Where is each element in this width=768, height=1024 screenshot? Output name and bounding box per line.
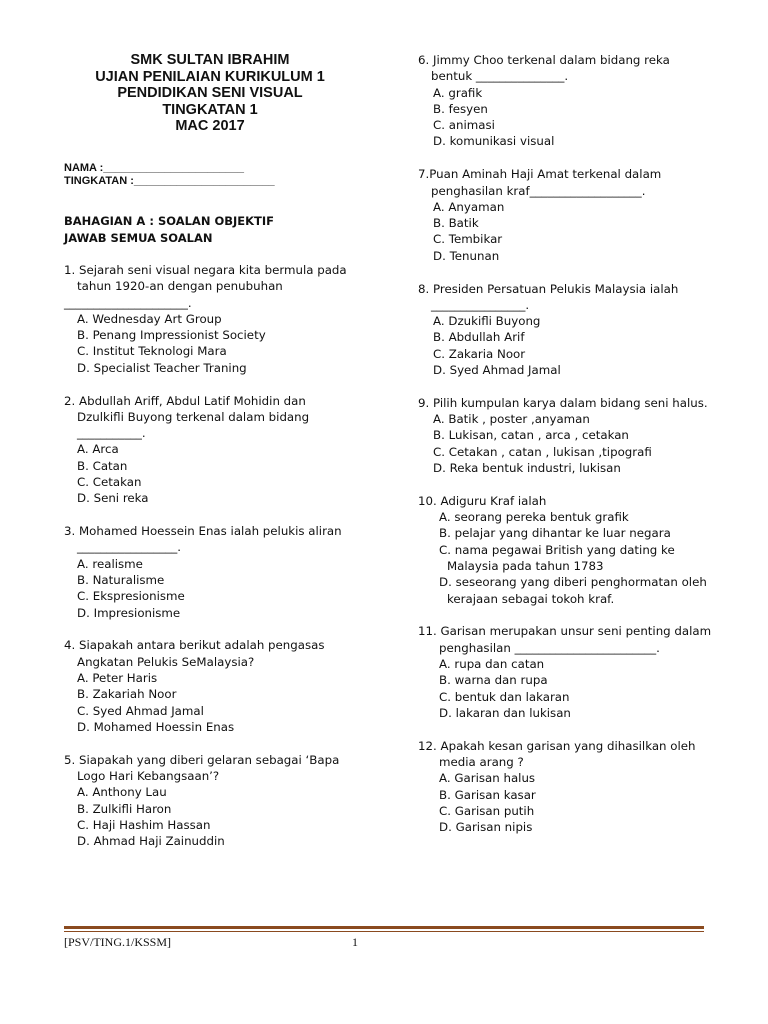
question-text: Logo Hari Kebangsaan’? [77, 769, 220, 784]
option-d: D. komunikasi visual [433, 134, 555, 149]
option-d: D. Garisan nipis [439, 820, 533, 835]
answer-blank: ________________. [431, 297, 530, 312]
option-b: B. fesyen [433, 101, 488, 116]
question-text: penghasilan ________________________. [439, 640, 660, 655]
option-c: C. Haji Hashim Hassan [77, 817, 211, 832]
footer-rule-thin [64, 931, 704, 932]
question-1 [64, 262, 364, 376]
option-b: B. Abdullah Arif [433, 330, 525, 345]
option-a: A. Wednesday Art Group [77, 311, 222, 326]
question-text: media arang ? [439, 754, 524, 769]
question-text: 5. Siapakah yang diberi gelaran sebagai ‘Bapa [64, 752, 340, 767]
option-a: A. Anthony Lau [77, 785, 167, 800]
question-text: 9. Pilih kumpulan karya dalam bidang seni halus. [418, 395, 708, 410]
option-c: C. nama pegawai British yang dating ke [439, 542, 675, 557]
option-d: D. Tenunan [433, 248, 500, 263]
question-text: 8. Presiden Persatuan Pelukis Malaysia ialah [418, 281, 679, 296]
option-c: C. Garisan putih [439, 803, 535, 818]
option-d: D. Impresionisme [77, 605, 181, 620]
question-text: bentuk _______________. [431, 69, 569, 84]
option-d: D. Syed Ahmad Jamal [433, 363, 561, 378]
question-5 [64, 752, 364, 850]
option-a: A. Peter Haris [77, 671, 158, 686]
option-b: B. Zakariah Noor [77, 687, 177, 702]
option-b: B. Naturalisme [77, 573, 165, 588]
footer-rule-thick [64, 926, 704, 929]
option-b: B. pelajar yang dihantar ke luar negara [439, 526, 671, 541]
page-number: 1 [352, 935, 358, 949]
exam-header [60, 52, 360, 135]
footer-code: [PSV/TING.1/KSSM] [64, 935, 172, 949]
option-a: A. realisme [77, 556, 143, 571]
question-text: tahun 1920-an dengan penubuhan [77, 279, 283, 294]
question-text: 12. Apakah kesan garisan yang dihasilkan oleh [418, 738, 696, 753]
option-a: A. seorang pereka bentuk grafik [439, 510, 629, 525]
option-b: B. Penang Impressionist Society [77, 328, 266, 343]
option-c: C. animasi [433, 118, 495, 133]
option-d-continued: kerajaan sebagai tokoh kraf. [447, 591, 615, 606]
option-a: A. Garisan halus [439, 771, 536, 786]
section-heading [64, 213, 274, 246]
exam-title: UJIAN PENILAIAN KURIKULUM 1 [95, 68, 325, 85]
option-d: D. Specialist Teacher Traning [77, 360, 247, 375]
option-c: C. Syed Ahmad Jamal [77, 703, 204, 718]
question-text: 6. Jimmy Choo terkenal dalam bidang reka [418, 53, 670, 67]
question-3 [64, 523, 364, 621]
answer-blank: _____________________. [64, 295, 192, 310]
question-4 [64, 637, 364, 735]
question-text: Dzulkifli Buyong terkenal dalam bidang [77, 409, 310, 424]
level-title: TINGKATAN 1 [162, 101, 258, 118]
question-11 [418, 623, 718, 721]
option-d: D. Seni reka [77, 491, 149, 506]
option-d: D. Ahmad Haji Zainuddin [77, 834, 225, 849]
question-text: 2. Abdullah Ariff, Abdul Latif Mohidin dan [64, 393, 306, 408]
option-a: A. grafik [433, 85, 483, 100]
option-c: C. Tembikar [433, 232, 503, 247]
answer-blank: _________________. [77, 540, 182, 555]
school-name: SMK SULTAN IBRAHIM [130, 52, 290, 68]
option-a: A. Arca [77, 442, 119, 457]
question-text: penghasilan kraf___________________. [431, 183, 646, 198]
question-text: 11. Garisan merupakan unsur seni penting dalam [418, 624, 712, 639]
question-12 [418, 738, 718, 836]
option-d: D. lakaran dan lukisan [439, 705, 571, 720]
section-title: BAHAGIAN A : SOALAN OBJEKTIF [64, 214, 275, 228]
answer-blank: ___________. [77, 426, 146, 441]
option-c: C. Zakaria Noor [433, 346, 526, 361]
question-2 [64, 393, 364, 507]
question-text: 3. Mohamed Hoessein Enas ialah pelukis aliran [64, 524, 342, 539]
question-8 [418, 281, 718, 379]
option-c: C. Cetakan , catan , lukisan ,tipografi [433, 444, 652, 459]
question-7 [418, 166, 718, 264]
option-b: B. Lukisan, catan , arca , cetakan [433, 428, 629, 443]
question-text: 10. Adiguru Kraf ialah [418, 493, 547, 508]
option-d: D. seseorang yang diberi penghormatan oleh [439, 575, 707, 590]
option-a: A. rupa dan catan [439, 657, 545, 671]
exam-date: MAC 2017 [175, 118, 245, 134]
subject-title: PENDIDIKAN SENI VISUAL [117, 85, 303, 101]
question-text: 4. Siapakah antara berikut adalah pengasas [64, 638, 325, 653]
option-b: B. warna dan rupa [439, 673, 548, 688]
question-text: Angkatan Pelukis SeMalaysia? [77, 654, 255, 669]
class-field: TINGKATAN :_______________________ [64, 175, 275, 187]
option-b: B. Garisan kasar [439, 787, 536, 802]
question-text: 1. Sejarah seni visual negara kita bermula pada [64, 263, 347, 277]
option-c: C. Cetakan [77, 475, 142, 490]
section-instruction: JAWAB SEMUA SOALAN [64, 230, 213, 245]
option-a: A. Batik , poster ,anyaman [433, 412, 590, 427]
question-9 [418, 395, 718, 476]
option-a: A. Dzukifli Buyong [433, 314, 541, 329]
option-c: C. Ekspresionisme [77, 589, 185, 604]
question-text: 7.Puan Aminah Haji Amat terkenal dalam [418, 167, 662, 182]
option-c-continued: Malaysia pada tahun 1783 [447, 559, 604, 574]
option-b: B. Batik [433, 216, 479, 231]
option-d: D. Reka bentuk industri, lukisan [433, 461, 621, 476]
question-10 [418, 493, 718, 607]
option-b: B. Catan [77, 458, 128, 473]
option-c: C. Institut Teknologi Mara [77, 344, 227, 359]
option-d: D. Mohamed Hoessin Enas [77, 719, 235, 734]
student-identification [64, 162, 275, 188]
option-a: A. Anyaman [433, 199, 505, 214]
questions-right-column [418, 52, 718, 852]
question-6 [418, 52, 718, 150]
option-c: C. bentuk dan lakaran [439, 689, 570, 704]
name-field: NAMA :_______________________ [64, 162, 245, 174]
option-b: B. Zulkifli Haron [77, 801, 172, 816]
questions-left-column [64, 262, 364, 866]
